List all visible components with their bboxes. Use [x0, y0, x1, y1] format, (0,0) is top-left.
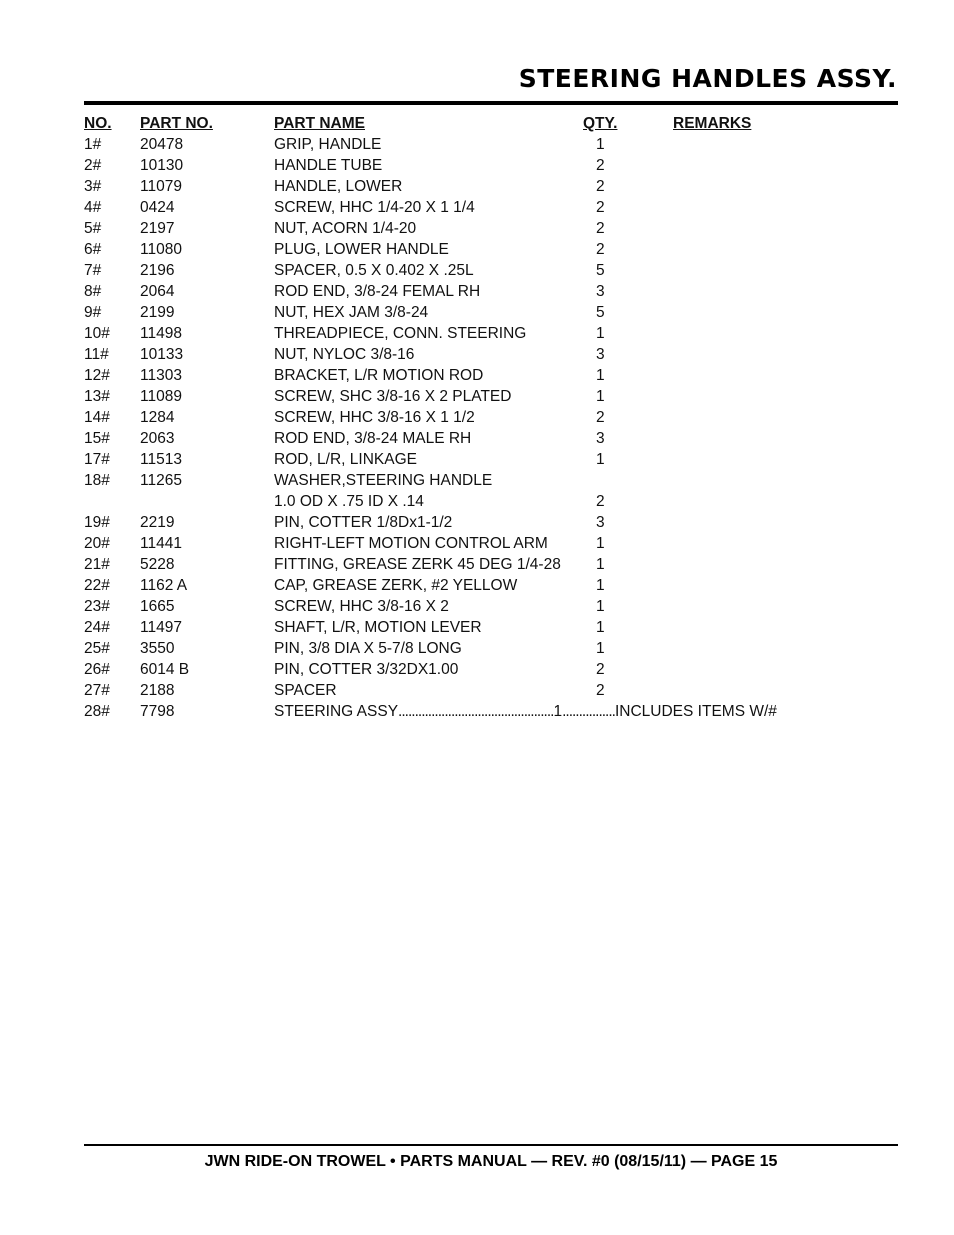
row-qty: 1 [596, 598, 605, 615]
table-row [84, 302, 884, 323]
row-part-no: 2188 [140, 682, 175, 699]
row-qty: 3 [596, 346, 605, 363]
row-qty: 1 [596, 535, 605, 552]
table-row-assembly [84, 701, 884, 722]
row-part-no: 2219 [140, 514, 175, 531]
table-row [84, 638, 884, 659]
table-row [84, 575, 884, 596]
table-row [84, 680, 884, 701]
row-no: 2# [84, 157, 102, 174]
row-no: 11# [84, 346, 109, 363]
row-qty: 5 [596, 304, 605, 321]
table-row [84, 197, 884, 218]
row-part-name: SHAFT, L/R, MOTION LEVER [274, 619, 482, 636]
table-row [84, 386, 884, 407]
parts-table [84, 113, 884, 722]
row-part-no: 10130 [140, 157, 184, 174]
row-no: 7# [84, 262, 102, 279]
row-part-no: 11080 [140, 241, 182, 258]
row-part-name: ROD END, 3/8-24 MALE RH [274, 430, 472, 447]
table-row [84, 554, 884, 575]
row-no: 25# [84, 640, 110, 657]
row-part-name: ROD END, 3/8-24 FEMAL RH [274, 283, 481, 300]
row-no: 5# [84, 220, 102, 237]
row-no: 22# [84, 577, 110, 594]
row-qty: 3 [596, 283, 605, 300]
row-qty: 2 [596, 493, 605, 510]
row-part-name: NUT, ACORN 1/4-20 [274, 220, 417, 237]
row-qty: 1 [596, 640, 605, 657]
row-qty: 2 [596, 409, 605, 426]
table-row [84, 512, 884, 533]
table-row [84, 617, 884, 638]
row-part-name: NUT, NYLOC 3/8-16 [274, 346, 415, 363]
row-qty: 1 [596, 619, 605, 636]
row-part-no: 6014 B [140, 661, 190, 678]
name-dot-leader: ............................................... [398, 703, 554, 720]
page-title: STEERING HANDLES ASSY. [518, 64, 897, 93]
row-no: 21# [84, 556, 110, 573]
row-no: 12# [84, 367, 110, 384]
table-row [84, 470, 884, 491]
row-part-no: 11513 [140, 451, 182, 468]
row-part-name: STEERING ASSY [274, 703, 399, 720]
row-qty: 1 [596, 325, 605, 342]
table-row [84, 449, 884, 470]
row-no: 23# [84, 598, 110, 615]
row-part-name: SCREW, HHC 3/8-16 X 2 [274, 598, 449, 615]
row-part-name: HANDLE, LOWER [274, 178, 403, 195]
row-part-name: FITTING, GREASE ZERK 45 DEG 1/4-28 [274, 556, 561, 573]
row-part-no: 10133 [140, 346, 184, 363]
row-part-no: 2064 [140, 283, 175, 300]
row-part-name-with-leader [274, 701, 777, 722]
row-part-no: 1665 [140, 598, 175, 615]
row-part-name: SCREW, HHC 1/4-20 X 1 1/4 [274, 199, 475, 216]
row-qty: 1 [596, 388, 605, 405]
table-row [84, 176, 884, 197]
row-no: 10# [84, 325, 110, 342]
row-no: 19# [84, 514, 110, 531]
row-part-no: 11441 [140, 535, 182, 552]
row-qty: 1 [596, 367, 605, 384]
row-part-no: 11303 [140, 367, 182, 384]
row-no: 15# [84, 430, 110, 447]
row-no: 13# [84, 388, 110, 405]
row-qty: 1 [596, 136, 605, 153]
row-part-name: RIGHT-LEFT MOTION CONTROL ARM [274, 535, 548, 552]
row-no: 1# [84, 136, 102, 153]
row-qty: 1 [553, 703, 563, 720]
row-part-no: 2196 [140, 262, 175, 279]
page-footer: JWN RIDE-ON TROWEL • PARTS MANUAL — REV. #0 (08/15/11) — PAGE 15 [204, 1153, 778, 1170]
row-part-name: WASHER,STEERING HANDLE [274, 472, 493, 489]
row-part-no: 1284 [140, 409, 175, 426]
row-no: 14# [84, 409, 110, 426]
row-qty: 1 [596, 577, 605, 594]
row-part-name: THREADPIECE, CONN. STEERING [274, 325, 527, 342]
row-no: 3# [84, 178, 102, 195]
row-no: 17# [84, 451, 110, 468]
row-part-name: GRIP, HANDLE [274, 136, 382, 153]
row-qty: 1 [596, 556, 605, 573]
table-row [84, 239, 884, 260]
row-remarks: INCLUDES ITEMS W/# [614, 703, 777, 720]
row-part-no: 11498 [140, 325, 182, 342]
row-no: 4# [84, 199, 102, 216]
row-no: 8# [84, 283, 102, 300]
table-row [84, 428, 884, 449]
title-rule [84, 101, 898, 105]
row-qty: 2 [596, 199, 605, 216]
row-no: 26# [84, 661, 110, 678]
table-row [84, 323, 884, 344]
row-no: 28# [84, 703, 110, 720]
row-qty: 2 [596, 220, 605, 237]
row-qty: 3 [596, 514, 605, 531]
row-part-no: 0424 [140, 199, 175, 216]
table-body [84, 134, 884, 701]
row-qty: 2 [596, 682, 605, 699]
table-header [84, 113, 884, 134]
row-part-no: 11497 [140, 619, 182, 636]
table-row [84, 218, 884, 239]
row-qty: 3 [596, 430, 605, 447]
header-part-name: PART NAME [274, 115, 365, 132]
row-no: 9# [84, 304, 102, 321]
table-row [84, 491, 884, 512]
row-part-name: BRACKET, L/R MOTION ROD [274, 367, 484, 384]
row-qty: 2 [596, 178, 605, 195]
row-part-no: 7798 [140, 703, 175, 720]
header-part-no: PART NO. [140, 115, 213, 132]
row-qty: 1 [596, 451, 605, 468]
row-part-no: 11079 [140, 178, 182, 195]
table-row [84, 407, 884, 428]
row-part-name: SCREW, HHC 3/8-16 X 1 1/2 [274, 409, 475, 426]
row-no: 6# [84, 241, 102, 258]
table-row [84, 134, 884, 155]
qty-dot-leader: ................ [562, 703, 615, 720]
table-row [84, 365, 884, 386]
header-qty: QTY. [583, 115, 618, 132]
row-part-name: CAP, GREASE ZERK, #2 YELLOW [274, 577, 518, 594]
row-part-no: 1162 A [140, 577, 188, 594]
row-qty: 2 [596, 241, 605, 258]
row-qty: 2 [596, 661, 605, 678]
row-part-name: PIN, COTTER 3/32DX1.00 [274, 661, 459, 678]
row-part-name: PLUG, LOWER HANDLE [274, 241, 449, 258]
row-part-name: HANDLE TUBE [274, 157, 383, 174]
row-part-no: 2199 [140, 304, 175, 321]
row-part-name: SPACER, 0.5 X 0.402 X .25L [274, 262, 474, 279]
table-row [84, 281, 884, 302]
table-row [84, 344, 884, 365]
row-part-no: 3550 [140, 640, 175, 657]
table-row [84, 596, 884, 617]
table-row [84, 533, 884, 554]
row-part-no: 2063 [140, 430, 175, 447]
header-remarks: REMARKS [673, 115, 752, 132]
table-row [84, 659, 884, 680]
header-no: NO. [84, 115, 112, 132]
row-part-no: 11089 [140, 388, 182, 405]
row-part-name: PIN, COTTER 1/8Dx1-1/2 [274, 514, 453, 531]
footer-rule [84, 1144, 898, 1146]
row-part-name: SPACER [274, 682, 337, 699]
row-part-no: 2197 [140, 220, 175, 237]
table-row [84, 260, 884, 281]
row-part-name: ROD, L/R, LINKAGE [274, 451, 417, 468]
row-qty: 5 [596, 262, 605, 279]
row-no: 27# [84, 682, 110, 699]
row-part-no: 20478 [140, 136, 184, 153]
row-no: 18# [84, 472, 110, 489]
row-qty: 2 [596, 157, 605, 174]
row-part-no: 11265 [140, 472, 182, 489]
row-part-name: PIN, 3/8 DIA X 5-7/8 LONG [274, 640, 462, 657]
row-part-name: NUT, HEX JAM 3/8-24 [274, 304, 429, 321]
row-part-name: 1.0 OD X .75 ID X .14 [274, 493, 424, 510]
row-no: 24# [84, 619, 110, 636]
row-part-no: 5228 [140, 556, 175, 573]
row-no: 20# [84, 535, 110, 552]
row-part-name: SCREW, SHC 3/8-16 X 2 PLATED [274, 388, 512, 405]
table-row [84, 155, 884, 176]
